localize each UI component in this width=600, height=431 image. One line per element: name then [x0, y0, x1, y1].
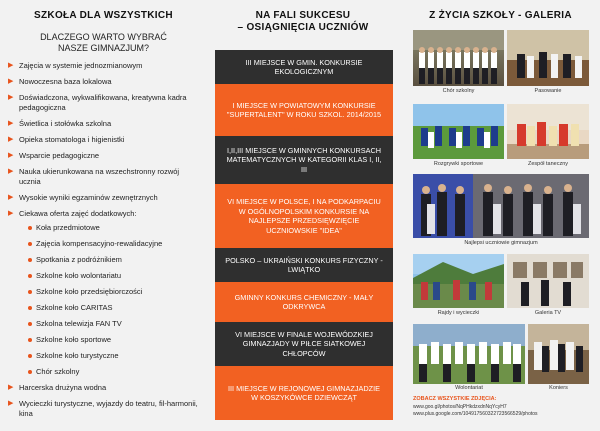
arrow-bullet-icon: ▶	[8, 120, 14, 127]
middle-column	[205, 0, 401, 431]
benefit-item	[8, 93, 199, 113]
caption-sports: Rozgrywki sportowe	[433, 161, 484, 167]
left-title: SZKOŁA DLA WSZYSTKICH	[34, 10, 173, 21]
achievement-box: I,II,III MIEJSCE W GMINNYCH KONKURSACH MATEMATYCZNYCH W KATEGORII KLAS I, II, III	[215, 136, 393, 184]
subtitle-line-2: NASZE GIMNAZJUM?	[57, 43, 149, 53]
benefit-item	[8, 209, 199, 219]
photo-volunteering	[413, 324, 525, 384]
benefit-text: Harcerska drużyna wodna	[19, 383, 107, 392]
achievement-box: III MIEJSCE W GMIN. KONKURSIE EKOLOGICZNYM	[215, 50, 393, 84]
photos-link-1[interactable]: www.goo.gl/photos/NqPHkdzxdnNqYcyH7	[413, 404, 507, 410]
volunteering-photo-icon	[413, 324, 525, 384]
benefit-item	[8, 61, 199, 71]
benefits-list-bottom	[8, 383, 199, 419]
benefit-text: Zajęcia w systemie jednozmianowym	[19, 61, 143, 70]
photo-gallery-tv	[507, 254, 589, 308]
benefit-text: Wsparcie pedagogiczne	[19, 151, 100, 160]
caption-trips: Rajdy i wycieczki	[437, 310, 480, 316]
arrow-bullet-icon: ▶	[8, 78, 14, 85]
benefit-item	[8, 383, 199, 393]
sports-photo-icon	[413, 104, 504, 159]
achievement-box: I MIEJSCE W POWIATOWYM KONKURSIE "SUPERTALENT" W ROKU SZKOL. 2014/2015	[215, 84, 393, 136]
dot-bullet-icon	[28, 370, 32, 374]
all-photos-heading: ZOBACZ WSZYSTKIE ZDJĘCIA:	[413, 396, 497, 402]
achievement-box: GMINNY KONKURS CHEMICZNY - MAŁY ODKRYWCA	[215, 282, 393, 322]
activity-text: Szkolne koło CARITAS	[36, 303, 113, 312]
benefit-text: Nauka ukierunkowana na wszechstronny rozwój ucznia	[19, 167, 180, 186]
middle-title	[205, 10, 401, 34]
benefit-text: Nowoczesna baza lokalowa	[19, 77, 112, 86]
choir-photo-icon	[413, 30, 504, 86]
arrow-bullet-icon: ▶	[8, 152, 14, 159]
arrow-bullet-icon: ▶	[8, 400, 14, 407]
dot-bullet-icon	[28, 274, 32, 278]
dot-bullet-icon	[28, 226, 32, 230]
photo-pasowanie	[507, 30, 589, 86]
ceremony-photo-icon	[507, 30, 589, 86]
caption-best-students: Najlepsi uczniowie gimnazjum	[464, 240, 538, 246]
activity-item	[28, 303, 199, 313]
activity-item	[28, 271, 199, 281]
photo-trips	[413, 254, 504, 308]
dot-bullet-icon	[28, 338, 32, 342]
arrow-bullet-icon: ▶	[8, 168, 14, 175]
benefit-text: Opieka stomatologa i higienistki	[19, 135, 125, 144]
activity-item	[28, 287, 199, 297]
arrow-bullet-icon: ▶	[8, 384, 14, 391]
activity-text: Szkolne koło przedsiębiorczości	[36, 287, 143, 296]
activity-text: Szkolne koło wolontariatu	[36, 271, 122, 280]
benefit-text: Wycieczki turystyczne, wyjazdy do teatru, fil-harmonii, kina	[19, 399, 198, 418]
arrow-bullet-icon: ▶	[8, 210, 14, 217]
arrow-bullet-icon: ▶	[8, 194, 14, 201]
activity-text: Szkolne koło sportowe	[36, 335, 112, 344]
activity-text: Zajęcia kompensacyjno-rewalidacyjne	[36, 239, 163, 248]
activity-text: Szkolne koło turystyczne	[36, 351, 119, 360]
activity-item	[28, 335, 199, 345]
activity-text: Spotkania z podróżnikiem	[36, 255, 122, 264]
achievement-box: VI MIEJSCE W FINALE WOJEWÓDZKIEJ GIMNAZJADY W PIŁCE SIATKOWEJ CHŁOPCÓW	[215, 322, 393, 366]
benefit-text: Świetlica i stołówka szkolna	[19, 119, 112, 128]
dot-bullet-icon	[28, 354, 32, 358]
dance-photo-icon	[507, 104, 589, 159]
gallery-photo-icon	[507, 254, 589, 308]
caption-gallery-tv: Galeria TV	[534, 310, 562, 316]
activity-item	[28, 223, 199, 233]
activity-item	[28, 351, 199, 361]
benefit-text: Doświadczona, wykwalifikowana, kreatywna kadra pedagogiczna	[19, 93, 187, 112]
dot-bullet-icon	[28, 290, 32, 294]
gallery-title: Z ŻYCIA SZKOŁY - GALERIA	[429, 10, 572, 21]
photo-best-students	[413, 174, 589, 238]
activity-text: Koła przedmiotowe	[36, 223, 100, 232]
dot-bullet-icon	[28, 306, 32, 310]
benefit-item	[8, 135, 199, 145]
achievement-box: POLSKO – UKRAIŃSKI KONKURS FIZYCZNY - LWIĄTKO	[215, 248, 393, 282]
caption-volunteering: Wolontariat	[455, 385, 483, 391]
right-column	[401, 0, 600, 431]
achievement-box: III MIEJSCE W REJONOWEJ GIMNAZJADZIE W KOSZYKÓWCE DZIEWCZĄT	[215, 366, 393, 420]
benefit-item	[8, 167, 199, 187]
caption-pasowanie: Pasowanie	[534, 88, 562, 94]
activities-list	[8, 223, 199, 377]
benefit-item	[8, 193, 199, 203]
benefits-list	[8, 61, 199, 219]
benefit-text: Wysokie wyniki egzaminów zewnętrznych	[19, 193, 158, 202]
benefit-item	[8, 119, 199, 129]
caption-koniers: Koniers	[549, 385, 568, 391]
photo-dance	[507, 104, 589, 159]
caption-choir: Chór szkolny	[442, 88, 475, 94]
activity-item	[28, 239, 199, 249]
benefit-item	[8, 77, 199, 87]
benefit-text: Ciekawa oferta zajęć dodatkowych:	[19, 209, 137, 218]
achievement-box: VI MIEJSCE W POLSCE, I NA PODKARPACIU W OGÓLNOPOLSKIM KONKURSIE NA NAJLEPSZE PRZEDSIĘWZIĘCIE UCZNIOWSKIE "IDEA"	[215, 184, 393, 248]
caption-dance: Zespół taneczny	[527, 161, 569, 167]
dot-bullet-icon	[28, 242, 32, 246]
students-photo-icon	[413, 174, 589, 238]
arrow-bullet-icon: ▶	[8, 94, 14, 101]
activity-text: Chór szkolny	[36, 367, 80, 376]
activity-item	[28, 319, 199, 329]
koniers-photo-icon	[528, 324, 589, 384]
photo-choir	[413, 30, 504, 86]
benefit-item	[8, 399, 199, 419]
photo-sports	[413, 104, 504, 159]
left-column	[0, 0, 205, 431]
benefit-item	[8, 151, 199, 161]
arrow-bullet-icon: ▶	[8, 136, 14, 143]
photo-koniers	[528, 324, 589, 384]
dot-bullet-icon	[28, 322, 32, 326]
activity-item	[28, 367, 199, 377]
middle-title-line-1: NA FALI SUKCESU	[255, 10, 351, 21]
photos-link-2[interactable]: www.plus.google.com/104917560322723566529/photos	[413, 411, 538, 417]
subtitle-line-1: DLACZEGO WARTO WYBRAĆ	[40, 32, 167, 42]
activity-item	[28, 255, 199, 265]
left-subtitle	[8, 32, 199, 54]
arrow-bullet-icon: ▶	[8, 62, 14, 69]
middle-title-line-2: – OSIĄGNIĘCIA UCZNIÓW	[237, 22, 369, 33]
dot-bullet-icon	[28, 258, 32, 262]
trips-photo-icon	[413, 254, 504, 308]
activity-text: Szkolna telewizja FAN TV	[36, 319, 122, 328]
